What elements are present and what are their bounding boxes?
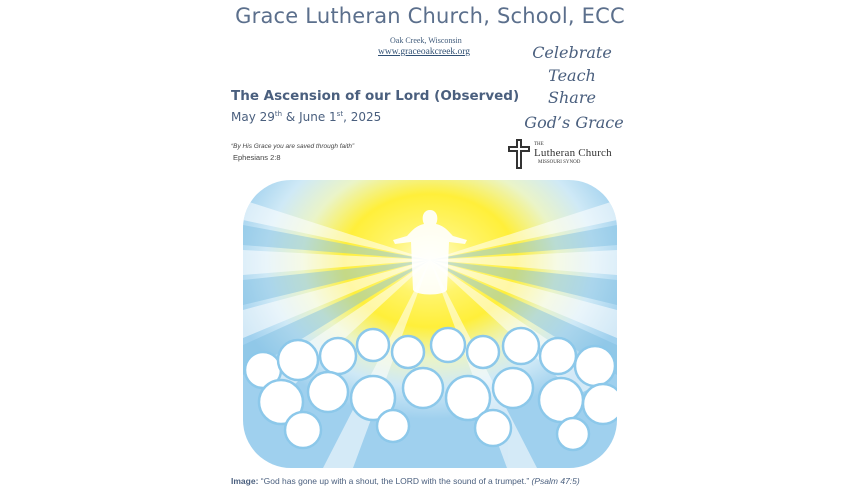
motto-line: Share <box>548 88 596 107</box>
website-link[interactable]: www.graceoakcreek.org <box>378 47 471 57</box>
caption-reference: (Psalm 47:5) <box>531 476 580 486</box>
church-location: Oak Creek, Wisconsin <box>390 36 462 45</box>
scripture-verse: “By His Grace you are saved through faith” <box>231 143 355 150</box>
motto-line: God’s Grace <box>524 113 624 132</box>
caption-label: Image: <box>231 476 259 486</box>
ascension-illustration <box>243 180 617 468</box>
motto-line: Teach <box>548 66 596 85</box>
service-dates: May 29th & June 1st, 2025 <box>231 110 382 124</box>
lcms-logo-name: Lutheran Church <box>534 147 612 159</box>
cross-icon <box>508 139 530 169</box>
service-title: The Ascension of our Lord (Observed) <box>231 88 520 104</box>
motto-line: Celebrate <box>532 43 612 62</box>
lcms-logo <box>508 139 638 173</box>
church-name: Grace Lutheran Church, School, ECC <box>235 4 625 28</box>
scripture-reference: Ephesians 2:8 <box>233 153 281 162</box>
image-caption <box>231 476 580 486</box>
lcms-logo-the: THE <box>534 142 544 147</box>
lcms-logo-synod: MISSOURI SYNOD <box>538 160 581 165</box>
caption-quote: “God has gone up with a shout, the LORD with the sound of a trumpet.” <box>260 476 530 486</box>
